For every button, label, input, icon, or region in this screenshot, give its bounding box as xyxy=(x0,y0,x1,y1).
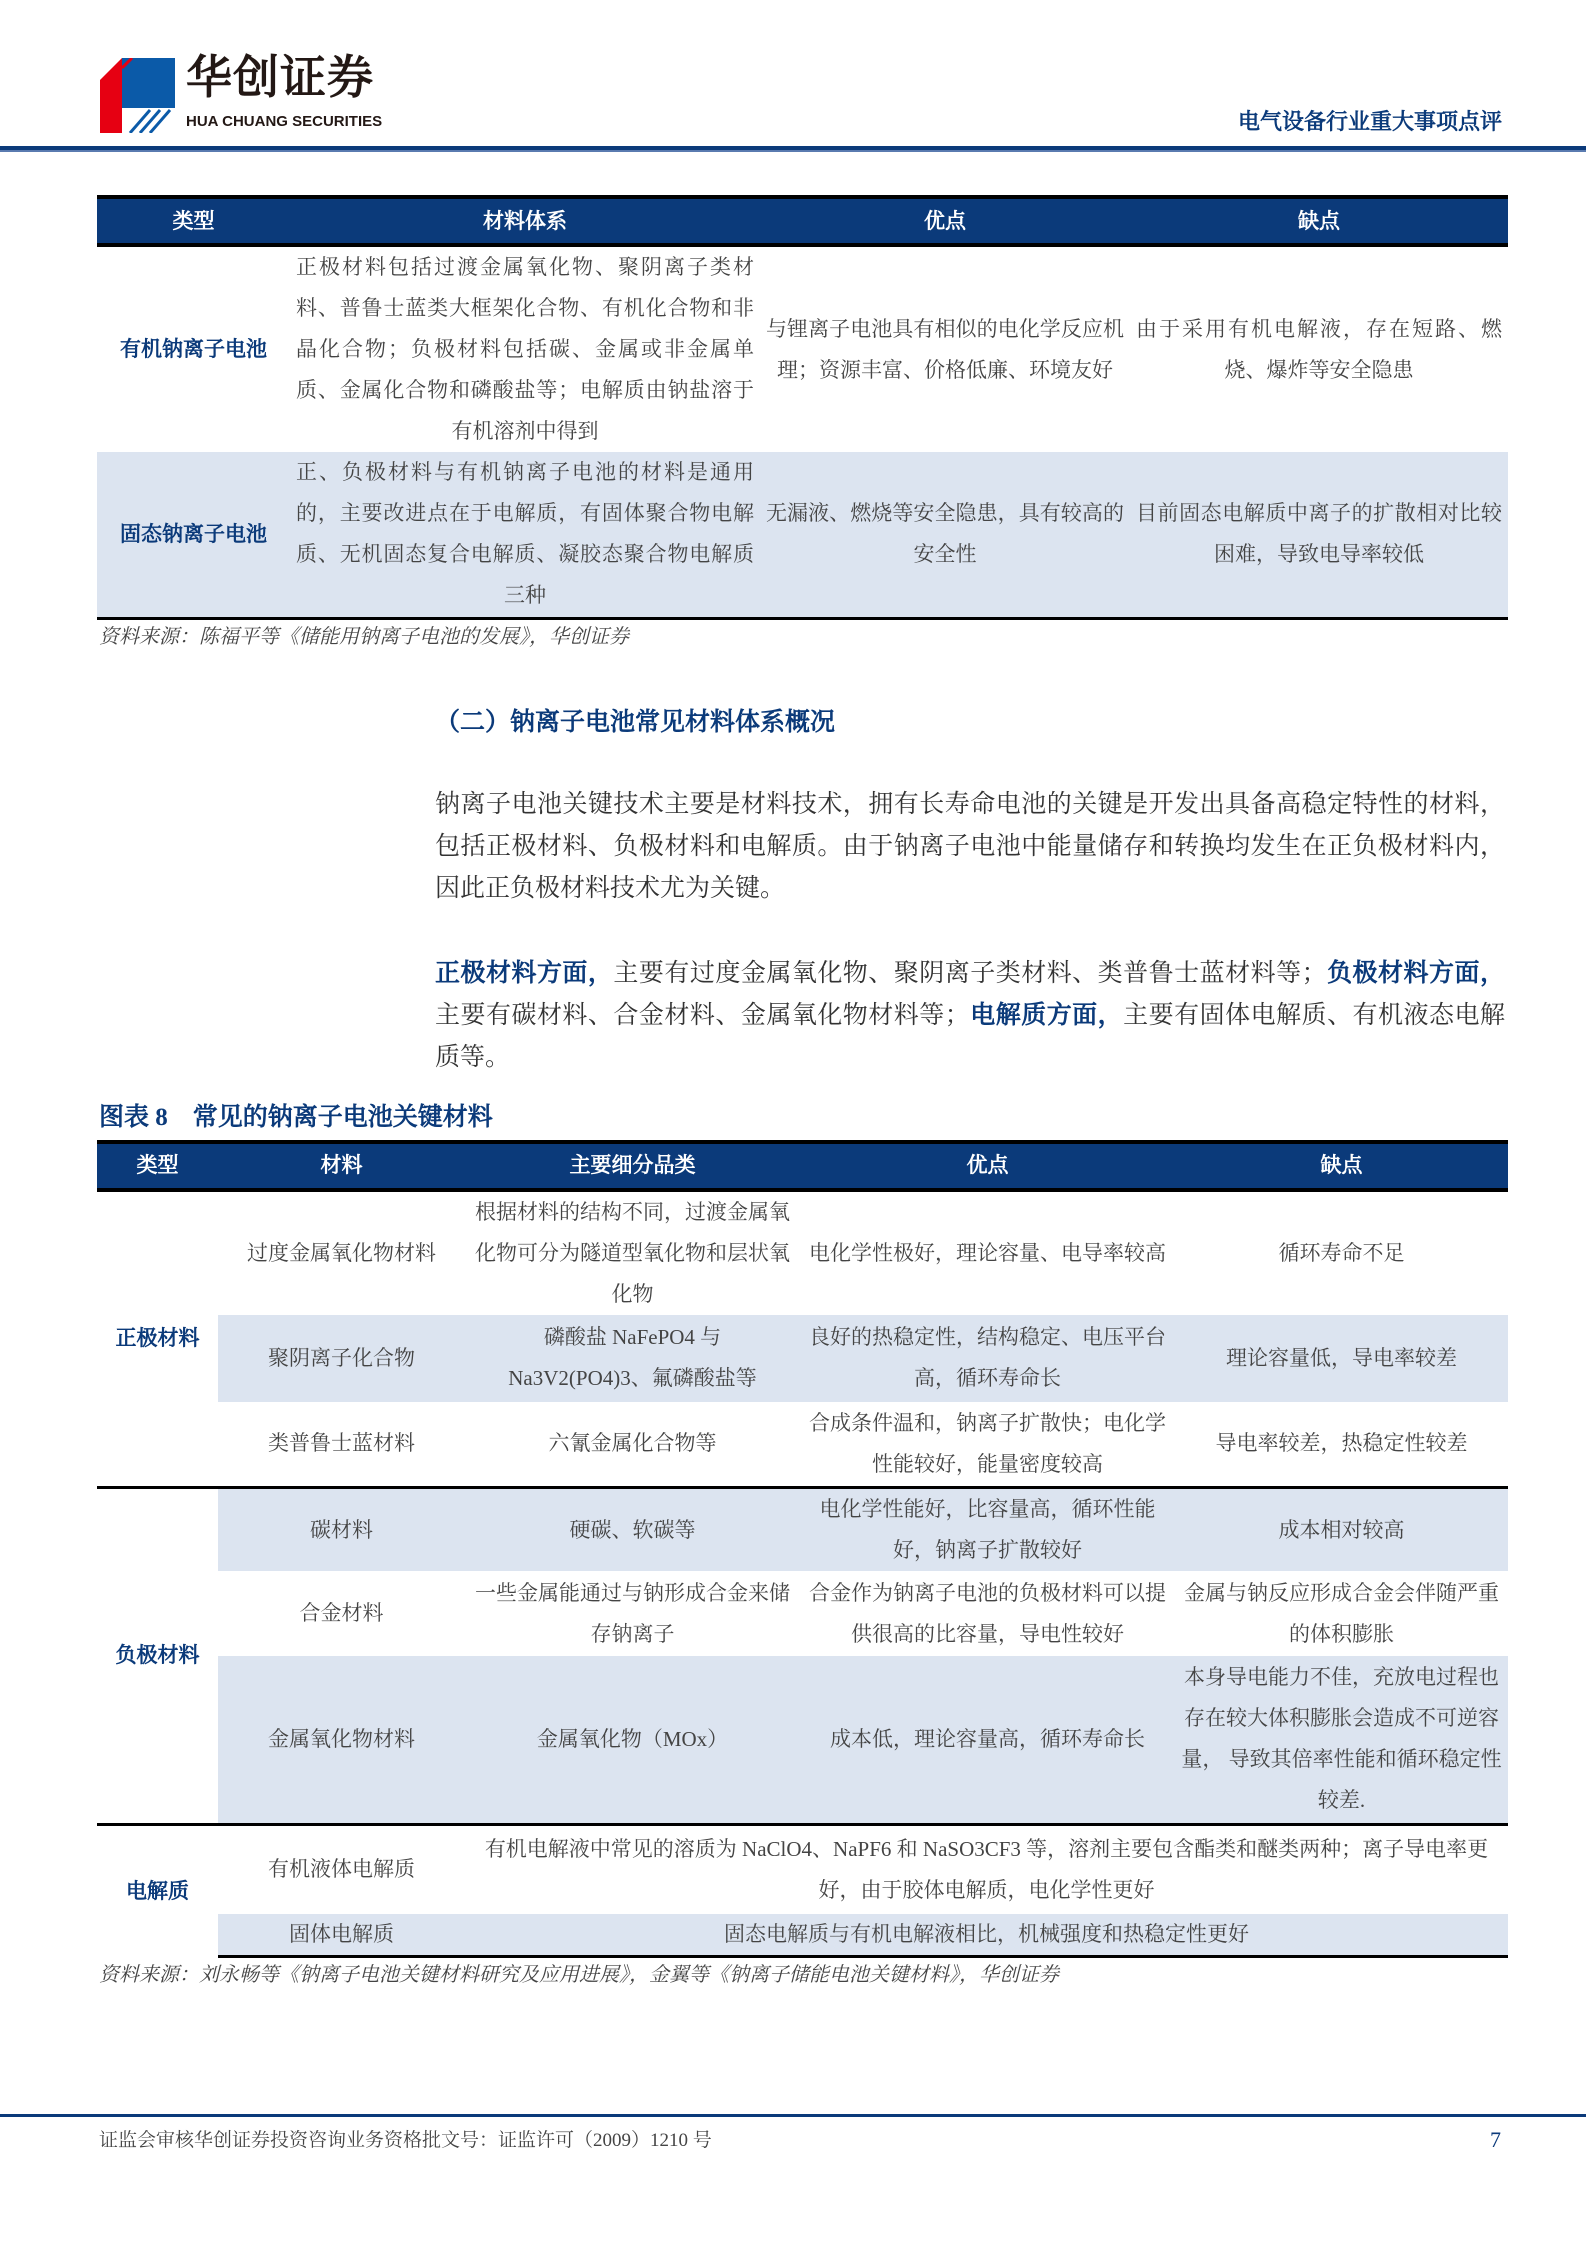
subtype-cell: 根据材料的结构不同，过渡金属氧化物可分为隧道型氧化物和层状氧化物 xyxy=(475,1199,790,1306)
table2-source: 资料来源：刘永畅等《钠离子电池关键材料研究及应用进展》，金翼等《钠离子储能电池关键材料》，华创证券 xyxy=(99,1964,1059,1986)
type-cell: 有机钠离子电池 xyxy=(120,337,267,361)
battery-type-table xyxy=(97,195,1508,620)
document-category: 电气设备行业重大事项点评 xyxy=(1237,109,1502,134)
paragraph: 钠离子电池关键技术主要是材料技术，拥有长寿命电池的关键是开发出具备高稳定特性的材料，包括正极材料、负极材料和电解质。由于钠离子电池中能量储存和转换均发生在正负极材料内，因此正负极材料技术尤为关键。 xyxy=(435,790,1505,902)
subtype-cell: 磷酸盐 NaFePO4 与 Na3V2(PO4)3、氟磷酸盐等 xyxy=(465,1315,800,1402)
key-materials-table xyxy=(97,1140,1508,1959)
column-header: 优点 xyxy=(760,197,1130,245)
material-cell: 合金材料 xyxy=(299,1601,384,1625)
material-cell: 过度金属氧化物材料 xyxy=(247,1240,436,1265)
column-header: 材料体系 xyxy=(290,197,760,245)
table-row xyxy=(97,245,1508,452)
figure-title: 图表 8 常见的钠离子电池关键材料 xyxy=(99,1103,493,1131)
cons-cell: 由于采用有机电解液，存在短路、燃烧、爆炸等安全隐患 xyxy=(1136,316,1502,382)
group-cell: 负极材料 xyxy=(97,1488,218,1825)
text: 主要有过度金属氧化物、聚阴离子类材料、类普鲁士蓝材料等； xyxy=(613,959,1327,987)
material-cell: 金属氧化物材料 xyxy=(218,1656,465,1824)
material-cell: 有机液体电解质 xyxy=(218,1824,465,1914)
system-cell: 正、负极材料与有机钠离子电池的材料是通用的，主要改进点在于电解质，有固体聚合物电解质、无机固态复合电解质、凝胶态聚合物电解质三种 xyxy=(290,452,760,618)
column-header: 缺点 xyxy=(1130,197,1508,245)
logo-cn-text: 华创证券 xyxy=(186,50,374,104)
cons-cell: 导电率较差，热稳定性较差 xyxy=(1215,1431,1468,1456)
material-cell: 碳材料 xyxy=(218,1488,465,1572)
table-row xyxy=(97,1824,1508,1914)
group-cell: 正极材料 xyxy=(115,1326,200,1351)
table-row xyxy=(97,1488,1508,1572)
footer-divider xyxy=(0,2114,1586,2117)
cons-cell: 成本相对较高 xyxy=(1175,1488,1508,1572)
cons-cell: 金属与钠反应形成合金会伴随严重的体积膨胀 xyxy=(1184,1580,1499,1646)
table-row xyxy=(97,1914,1508,1957)
column-header: 类型 xyxy=(97,197,290,245)
table-row xyxy=(97,1190,1508,1315)
text: 主要有固体电解质、有机液态电解质等。 xyxy=(435,1001,1505,1071)
cons-cell: 理论容量低，导电率较差 xyxy=(1175,1315,1508,1402)
cons-cell: 目前固态电解质中离子的扩散相对比较困难，导致电导率较低 xyxy=(1130,452,1508,618)
subtype-cell: 六氰金属化合物等 xyxy=(548,1431,717,1456)
pros-cell: 良好的热稳定性，结构稳定、电压平台高，循环寿命长 xyxy=(800,1315,1175,1402)
column-header: 优点 xyxy=(800,1142,1175,1190)
company-logo xyxy=(100,50,400,135)
table-header-row xyxy=(97,197,1508,245)
bold-phrase: 电解质方面， xyxy=(969,1001,1124,1029)
type-cell: 固态钠离子电池 xyxy=(97,452,290,618)
header-divider xyxy=(0,146,1586,152)
column-header: 缺点 xyxy=(1175,1142,1508,1190)
logo-mark-icon xyxy=(100,58,175,133)
pros-cell: 合金作为钠离子电池的负极材料可以提供很高的比容量，导电性较好 xyxy=(809,1580,1166,1646)
table-row xyxy=(97,1571,1508,1656)
group-cell: 电解质 xyxy=(97,1824,218,1957)
cons-cell: 循环寿命不足 xyxy=(1278,1240,1405,1265)
system-cell: 正极材料包括过渡金属氧化物、聚阴离子类材料、普鲁士蓝类大框架化合物、有机化合物和非晶化合物；负极材料包括碳、金属或非金属单质、金属化合物和磷酸盐等；电解质由钠盐溶于有机溶剂中得到 xyxy=(296,255,754,443)
pros-cell: 成本低，理论容量高，循环寿命长 xyxy=(800,1656,1175,1824)
subtype-cell: 金属氧化物（MOx） xyxy=(465,1656,800,1824)
table-row xyxy=(97,1402,1508,1488)
table-header-row xyxy=(97,1142,1508,1190)
material-cell: 类普鲁士蓝材料 xyxy=(268,1431,415,1456)
material-cell: 聚阴离子化合物 xyxy=(218,1315,465,1402)
pros-cell: 电化学性极好，理论容量、电导率较高 xyxy=(809,1240,1166,1265)
subtype-cell: 硬碳、软碳等 xyxy=(465,1488,800,1572)
page-content xyxy=(97,195,1508,1988)
column-header: 主要细分品类 xyxy=(465,1142,800,1190)
material-cell: 固体电解质 xyxy=(218,1914,465,1957)
column-header: 材料 xyxy=(218,1142,465,1190)
pros-cell: 电化学性能好，比容量高，循环性能好，钠离子扩散较好 xyxy=(800,1488,1175,1572)
description-cell: 固态电解质与有机电解液相比，机械强度和热稳定性更好 xyxy=(465,1914,1508,1957)
table-row xyxy=(97,1315,1508,1402)
table-row xyxy=(97,1656,1508,1824)
column-header: 类型 xyxy=(97,1142,218,1190)
page-number: 7 xyxy=(1490,2127,1501,2152)
logo-en-text: HUA CHUANG SECURITIES xyxy=(186,113,383,130)
section-heading: （二）钠离子电池常见材料体系概况 xyxy=(435,708,836,736)
description-cell: 有机电解液中常见的溶质为 NaClO4、NaPF6 和 NaSO3CF3 等，溶剂主要包含酯类和醚类两种；离子导电率更好，由于胶体电解质，电化学性更好 xyxy=(465,1824,1508,1914)
bold-phrase: 正极材料方面， xyxy=(435,959,614,987)
footer-license: 证监会审核华创证券投资咨询业务资格批文号：证监许可（2009）1210 号 xyxy=(99,2130,712,2151)
text: 主要有碳材料、合金材料、金属氧化物材料等； xyxy=(435,1001,970,1029)
subtype-cell: 一些金属能通过与钠形成合金来储存钠离子 xyxy=(475,1580,790,1646)
bold-phrase: 负极材料方面， xyxy=(1326,959,1505,987)
paragraph xyxy=(435,953,1505,1079)
pros-cell: 合成条件温和，钠离子扩散快；电化学性能较好，能量密度较高 xyxy=(809,1410,1166,1476)
pros-cell: 无漏液、燃烧等安全隐患，具有较高的安全性 xyxy=(760,452,1130,618)
table1-source: 资料来源：陈福平等《储能用钠离子电池的发展》，华创证券 xyxy=(99,625,629,648)
cons-cell: 本身导电能力不佳，充放电过程也存在较大体积膨胀会造成不可逆容量， 导致其倍率性能和循环稳定性较差. xyxy=(1175,1656,1508,1824)
pros-cell: 与锂离子电池具有相似的电化学反应机理；资源丰富、价格低廉、环境友好 xyxy=(766,316,1124,382)
table-row xyxy=(97,452,1508,618)
